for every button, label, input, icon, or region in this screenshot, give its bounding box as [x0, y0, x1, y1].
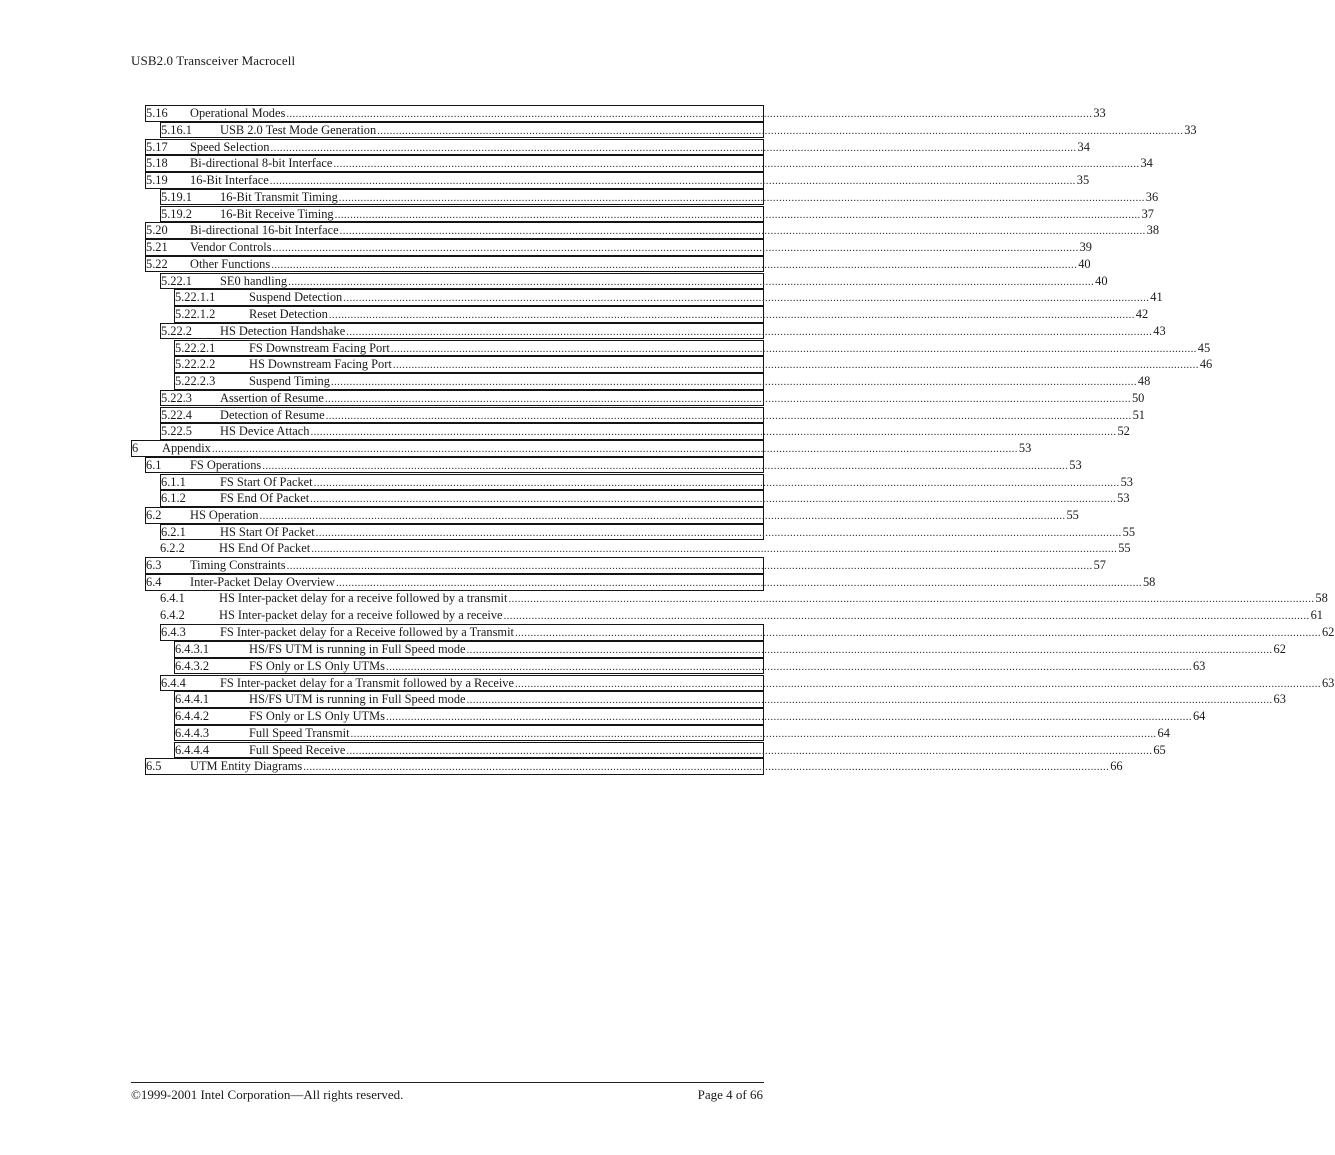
toc-dot-leader: .................................................................................................................................................................................................................................................................... — [508, 592, 1315, 605]
toc-entry-number: 6.1.1 — [161, 474, 186, 489]
toc-entry-number: 6.4.3 — [161, 625, 186, 640]
toc-dot-leader: .................................................................................................................................................................................................................................................................... — [269, 175, 1076, 187]
toc-entry-page-number: 66 — [1110, 759, 1123, 774]
toc-entry-line — [219, 590, 1328, 607]
toc-entry-line — [190, 156, 1153, 172]
toc-entry-title: HS End Of Packet — [219, 540, 311, 555]
toc-entry[interactable] — [145, 758, 1123, 775]
toc-entry-number: 6.4.4.4 — [175, 742, 210, 757]
footer-copyright: ©1999-2001 Intel Corporation—All rights reserved. — [131, 1087, 404, 1102]
toc-entry[interactable] — [145, 239, 1092, 256]
toc-entry[interactable] — [160, 122, 1197, 139]
toc-entry-title: HS Detection Handshake — [220, 323, 346, 338]
toc-dot-leader: .................................................................................................................................................................................................................................................................... — [310, 493, 1117, 506]
toc-entry-number: 5.21 — [146, 240, 168, 254]
toc-entry-page-number: 36 — [1145, 189, 1159, 204]
toc-entry[interactable] — [160, 490, 1130, 507]
toc-dot-leader: .................................................................................................................................................................................................................................................................... — [288, 275, 1095, 288]
toc-dot-leader: .................................................................................................................................................................................................................................................................... — [390, 342, 1197, 355]
toc-entry-page-number: 35 — [1076, 173, 1090, 187]
toc-entry-line — [190, 240, 1092, 256]
toc-dot-leader: .................................................................................................................................................................................................................................................................... — [270, 141, 1077, 154]
toc-entry-page-number: 38 — [1146, 223, 1160, 238]
toc-entry-page-number: 64 — [1157, 725, 1170, 740]
toc-entry[interactable] — [145, 105, 1106, 122]
toc-dot-leader: .................................................................................................................................................................................................................................................................... — [385, 660, 1192, 673]
toc-entry[interactable] — [174, 373, 1151, 390]
toc-entry-number: 5.22.1.2 — [175, 307, 216, 321]
toc-entry[interactable] — [160, 675, 1335, 692]
toc-entry-page-number: 62 — [1321, 625, 1335, 640]
toc-entry-page-number: 55 — [1122, 524, 1136, 539]
toc-dot-leader: .................................................................................................................................................................................................................................................................... — [335, 577, 1142, 589]
toc-entry[interactable] — [160, 607, 1323, 625]
toc-entry[interactable] — [174, 658, 1206, 675]
toc-entry-page-number: 43 — [1153, 323, 1166, 338]
toc-dot-leader: .................................................................................................................................................................................................................................................................... — [328, 309, 1135, 321]
toc-entry-line — [190, 558, 1106, 574]
toc-entry-title: HS/FS UTM is running in Full Speed mode — [249, 692, 466, 707]
toc-entry-title: HS Inter-packet delay for a receive followed by a transmit — [219, 590, 508, 605]
toc-entry[interactable] — [174, 708, 1206, 725]
toc-entry-title: SE0 handling — [220, 273, 288, 288]
toc-dot-leader: .................................................................................................................................................................................................................................................................... — [338, 191, 1145, 204]
toc-entry-title: Timing Constraints — [190, 558, 286, 573]
toc-entry-title: Assertion of Resume — [220, 390, 324, 405]
toc-entry-number: 6.5 — [146, 759, 162, 774]
toc-entry-title: FS Inter-packet delay for a Transmit followed by a Receive — [220, 675, 514, 690]
toc-entry-line — [190, 508, 1079, 524]
toc-entry-page-number: 34 — [1140, 156, 1153, 171]
toc-entry-title: HS/FS UTM is running in Full Speed mode — [249, 642, 466, 656]
toc-entry-line — [220, 474, 1133, 491]
toc-entry-number: 6.4.1 — [160, 590, 185, 605]
toc-entry-number: 5.19 — [146, 173, 168, 187]
toc-entry-number: 5.22.2.1 — [175, 340, 216, 355]
toc-entry-number: 6.4.3.2 — [175, 658, 210, 673]
toc-entry-line — [249, 357, 1213, 373]
toc-entry-line — [220, 390, 1145, 407]
toc-entry-number: 6.4.4 — [161, 675, 186, 690]
toc-entry[interactable] — [145, 172, 1090, 189]
toc-entry[interactable] — [160, 189, 1159, 206]
toc-entry-number: 5.20 — [146, 223, 168, 238]
toc-entry-page-number: 53 — [1018, 441, 1032, 455]
toc-dot-leader: .................................................................................................................................................................................................................................................................... — [303, 761, 1110, 774]
toc-entry-page-number: 48 — [1137, 374, 1151, 388]
toc-dot-leader: .................................................................................................................................................................................................................................................................... — [325, 409, 1132, 422]
toc-entry-number: 6.4.4.3 — [175, 725, 210, 740]
toc-entry[interactable] — [174, 742, 1166, 759]
toc-entry-number: 6.1 — [146, 457, 162, 472]
toc-dot-leader: .................................................................................................................................................................................................................................................................... — [392, 359, 1199, 372]
toc-entry-page-number: 55 — [1118, 540, 1131, 555]
toc-entry-title: Bi-directional 8-bit Interface — [190, 156, 333, 171]
toc-entry-page-number: 65 — [1153, 742, 1166, 757]
toc-entry-number: 6 — [132, 441, 139, 455]
toc-entry-title: USB 2.0 Test Mode Generation — [220, 122, 377, 137]
toc-entry-line — [249, 340, 1211, 357]
toc-entry[interactable] — [145, 222, 1160, 239]
toc-entry-title: Full Speed Transmit — [249, 725, 350, 740]
toc-entry-title: FS Downstream Facing Port — [249, 340, 390, 355]
toc-entry-line — [190, 575, 1156, 591]
footer-page-number: Page 4 of 66 — [697, 1087, 763, 1102]
toc-dot-leader: .................................................................................................................................................................................................................................................................... — [343, 292, 1150, 305]
toc-entry-number: 6.4.4.1 — [175, 692, 210, 707]
toc-entry-page-number: 42 — [1135, 307, 1149, 321]
toc-entry[interactable] — [174, 356, 1213, 373]
toc-entry-title: Full Speed Receive — [249, 742, 346, 757]
toc-entry-page-number: 61 — [1310, 607, 1323, 622]
toc-entry-title: Other Functions — [190, 256, 271, 271]
toc-entry-page-number: 57 — [1093, 558, 1106, 573]
toc-entry-line — [220, 625, 1335, 641]
toc-entry-line — [162, 441, 1032, 457]
toc-entry-line — [220, 273, 1108, 290]
toc-entry-page-number: 63 — [1273, 692, 1286, 707]
toc-entry-number: 6.2.1 — [161, 524, 186, 539]
toc-entry-number: 5.17 — [146, 139, 168, 154]
toc-entry[interactable] — [145, 256, 1091, 273]
toc-entry-number: 6.2 — [146, 508, 162, 522]
toc-entry[interactable] — [160, 206, 1154, 223]
toc-entry-title: Operational Modes — [190, 106, 286, 120]
toc-dot-leader: .................................................................................................................................................................................................................................................................... — [211, 443, 1018, 455]
toc-entry-number: 5.22.2.3 — [175, 374, 216, 388]
toc-dot-leader: .................................................................................................................................................................................................................................................................... — [324, 392, 1131, 405]
toc-entry-line — [220, 675, 1335, 692]
toc-dot-leader: .................................................................................................................................................................................................................................................................... — [339, 225, 1146, 238]
toc-entry-line — [190, 759, 1123, 775]
toc-dot-leader: .................................................................................................................................................................................................................................................................... — [286, 560, 1093, 573]
toc-entry-title: 16-Bit Transmit Timing — [220, 189, 338, 204]
toc-entry-title: UTM Entity Diagrams — [190, 759, 303, 774]
toc-entry[interactable] — [145, 155, 1153, 172]
toc-entry-page-number: 34 — [1077, 139, 1090, 154]
toc-dot-leader: .................................................................................................................................................................................................................................................................... — [503, 609, 1310, 622]
toc-entry-line — [249, 642, 1286, 658]
toc-entry-title: Suspend Timing — [249, 374, 330, 388]
toc-entry-title: HS Start Of Packet — [220, 524, 315, 539]
toc-entry[interactable] — [174, 340, 1211, 357]
toc-entry-title: Appendix — [162, 441, 211, 455]
toc-entry-page-number: 63 — [1321, 675, 1335, 690]
toc-entry-title: Reset Detection — [249, 307, 328, 321]
toc-entry[interactable] — [174, 725, 1170, 742]
toc-entry-page-number: 51 — [1132, 407, 1145, 422]
toc-entry-page-number: 53 — [1069, 457, 1082, 472]
toc-entry-line — [249, 658, 1206, 675]
toc-entry-title: FS Inter-packet delay for a Receive followed by a Transmit — [220, 625, 514, 640]
toc-entry-page-number: 63 — [1192, 658, 1206, 673]
toc-entry-line — [190, 106, 1106, 122]
toc-dot-leader: .................................................................................................................................................................................................................................................................... — [466, 644, 1273, 656]
toc-entry-line — [249, 725, 1170, 742]
toc-entry[interactable] — [174, 691, 1286, 708]
toc-dot-leader: .................................................................................................................................................................................................................................................................... — [262, 459, 1069, 472]
toc-entry-page-number: 46 — [1199, 357, 1213, 372]
toc-entry-number: 6.1.2 — [161, 491, 186, 506]
toc-entry-line — [190, 256, 1091, 273]
toc-dot-leader: .................................................................................................................................................................................................................................................................... — [272, 242, 1079, 254]
toc-entry-number: 6.4.4.2 — [175, 709, 210, 723]
toc-entry-line — [190, 173, 1090, 189]
toc-entry-line — [249, 374, 1151, 390]
toc-entry[interactable] — [160, 624, 1335, 641]
toc-entry-page-number: 52 — [1117, 424, 1130, 439]
toc-entry-number: 5.22.1 — [161, 273, 192, 288]
toc-entry-line — [249, 307, 1149, 323]
toc-entry-line — [220, 424, 1130, 440]
toc-dot-leader: .................................................................................................................................................................................................................................................................... — [310, 426, 1117, 439]
toc-entry-line — [220, 323, 1166, 340]
toc-entry-number: 5.22.2.2 — [175, 357, 216, 372]
toc-entry-line — [190, 457, 1082, 474]
toc-entry-line — [249, 290, 1163, 306]
toc-dot-leader: .................................................................................................................................................................................................................................................................... — [346, 744, 1153, 757]
toc-entry[interactable] — [160, 273, 1108, 290]
toc-entry-number: 5.22.3 — [161, 390, 192, 405]
toc-entry-number: 6.2.2 — [160, 540, 185, 555]
toc-entry-number: 5.19.1 — [161, 189, 192, 204]
toc-dot-leader: .................................................................................................................................................................................................................................................................... — [350, 727, 1157, 740]
toc-entry-number: 5.22.1.1 — [175, 290, 216, 305]
toc-entry[interactable] — [174, 289, 1163, 306]
toc-entry-page-number: 39 — [1079, 240, 1092, 254]
toc-entry-number: 6.4.2 — [160, 607, 185, 622]
toc-entry[interactable] — [145, 507, 1079, 524]
toc-entry[interactable] — [145, 557, 1106, 574]
toc-entry-number: 5.22 — [146, 256, 168, 271]
toc-entry-line — [220, 491, 1130, 507]
toc-entry-title: HS Operation — [190, 508, 259, 522]
toc-entry[interactable] — [160, 474, 1133, 491]
toc-entry-title: Vendor Controls — [190, 240, 272, 254]
toc-entry-page-number: 40 — [1095, 273, 1108, 288]
toc-entry-title: FS Only or LS Only UTMs — [249, 709, 385, 723]
footer-divider — [131, 1082, 764, 1083]
toc-entry-line — [249, 692, 1286, 708]
toc-entry-line — [219, 607, 1323, 624]
toc-entry[interactable] — [160, 423, 1130, 440]
toc-entry[interactable] — [160, 390, 1145, 407]
toc-dot-leader: .................................................................................................................................................................................................................................................................... — [346, 325, 1153, 338]
toc-dot-leader: .................................................................................................................................................................................................................................................................... — [385, 711, 1192, 723]
toc-dot-leader: .................................................................................................................................................................................................................................................................... — [315, 526, 1122, 539]
toc-entry-number: 5.22.5 — [161, 424, 192, 439]
toc-entry[interactable] — [160, 590, 1328, 608]
toc-entry-page-number: 58 — [1142, 575, 1156, 589]
toc-entry-page-number: 40 — [1078, 256, 1091, 271]
toc-entry-title: HS Downstream Facing Port — [249, 357, 392, 372]
toc-entry[interactable] — [160, 540, 1131, 558]
toc-entry-line — [190, 139, 1090, 156]
toc-entry[interactable] — [145, 574, 1156, 591]
toc-entry-title: 16-Bit Receive Timing — [220, 206, 334, 221]
toc-entry[interactable] — [145, 139, 1090, 156]
toc-entry-title: HS Device Attach — [220, 424, 310, 439]
toc-dot-leader: .................................................................................................................................................................................................................................................................... — [313, 476, 1120, 489]
toc-entry-page-number: 53 — [1120, 474, 1133, 489]
toc-entry-line — [219, 540, 1131, 557]
toc-entry-line — [220, 407, 1145, 424]
toc-entry-number: 6.4 — [146, 575, 162, 589]
toc-entry-page-number: 50 — [1131, 390, 1145, 405]
toc-entry[interactable] — [131, 440, 1032, 457]
toc-entry-line — [190, 223, 1160, 239]
toc-entry-page-number: 53 — [1117, 491, 1130, 506]
toc-entry-title: FS Operations — [190, 457, 262, 472]
toc-entry-page-number: 41 — [1150, 290, 1163, 305]
toc-entry-line — [249, 709, 1206, 725]
toc-entry-line — [220, 524, 1136, 541]
toc-entry-line — [220, 206, 1154, 223]
toc-entry[interactable] — [174, 306, 1149, 323]
toc-entry[interactable] — [160, 524, 1136, 541]
toc-dot-leader: .................................................................................................................................................................................................................................................................... — [514, 627, 1321, 640]
toc-entry-page-number: 62 — [1273, 642, 1286, 656]
toc-entry-title: Bi-directional 16-bit Interface — [190, 223, 339, 238]
toc-entry-number: 5.19.2 — [161, 206, 192, 221]
toc-entry-page-number: 37 — [1141, 206, 1154, 221]
toc-entry[interactable] — [160, 323, 1166, 340]
toc-dot-leader: .................................................................................................................................................................................................................................................................... — [333, 158, 1140, 171]
toc-dot-leader: .................................................................................................................................................................................................................................................................... — [514, 677, 1321, 690]
page-header: USB2.0 Transceiver Macrocell — [131, 53, 296, 68]
toc-entry-line — [220, 189, 1159, 206]
toc-entry-title: Detection of Resume — [220, 407, 325, 422]
toc-dot-leader: .................................................................................................................................................................................................................................................................... — [311, 542, 1118, 555]
toc-entry-number: 6.3 — [146, 558, 162, 573]
toc-entry-line — [249, 742, 1166, 759]
toc-dot-leader: .................................................................................................................................................................................................................................................................... — [377, 124, 1184, 137]
toc-entry-number: 5.18 — [146, 156, 168, 171]
toc-dot-leader: .................................................................................................................................................................................................................................................................... — [330, 376, 1137, 388]
toc-entry-title: FS Only or LS Only UTMs — [249, 658, 385, 673]
toc-entry-title: 16-Bit Interface — [190, 173, 269, 187]
toc-entry[interactable] — [174, 641, 1286, 658]
toc-entry-page-number: 55 — [1066, 508, 1079, 522]
toc-entry[interactable] — [160, 407, 1145, 424]
toc-dot-leader: .................................................................................................................................................................................................................................................................... — [334, 208, 1141, 221]
toc-entry-number: 5.16 — [146, 106, 168, 120]
toc-entry-title: Suspend Detection — [249, 290, 343, 305]
toc-dot-leader: .................................................................................................................................................................................................................................................................... — [466, 694, 1273, 707]
toc-dot-leader: .................................................................................................................................................................................................................................................................... — [286, 108, 1093, 120]
toc-entry-page-number: 64 — [1192, 709, 1206, 723]
toc-entry[interactable] — [145, 457, 1082, 474]
toc-entry-title: Speed Selection — [190, 139, 270, 154]
toc-entry-title: FS Start Of Packet — [220, 474, 313, 489]
toc-entry-title: Inter-Packet Delay Overview — [190, 575, 335, 589]
toc-dot-leader: .................................................................................................................................................................................................................................................................... — [271, 258, 1078, 271]
toc-entry-line — [220, 122, 1197, 139]
toc-entry-title: HS Inter-packet delay for a receive followed by a receive — [219, 607, 503, 622]
toc-entry-number: 6.4.3.1 — [175, 642, 210, 656]
toc-entry-number: 5.16.1 — [161, 122, 192, 137]
toc-entry-title: FS End Of Packet — [220, 491, 310, 506]
toc-entry-page-number: 33 — [1093, 106, 1106, 120]
toc-entry-page-number: 58 — [1315, 590, 1328, 605]
toc-entry-number: 5.22.2 — [161, 323, 192, 338]
toc-dot-leader: .................................................................................................................................................................................................................................................................... — [259, 510, 1066, 522]
toc-entry-page-number: 33 — [1184, 122, 1197, 137]
toc-entry-page-number: 45 — [1197, 340, 1211, 355]
toc-entry-number: 5.22.4 — [161, 407, 192, 422]
